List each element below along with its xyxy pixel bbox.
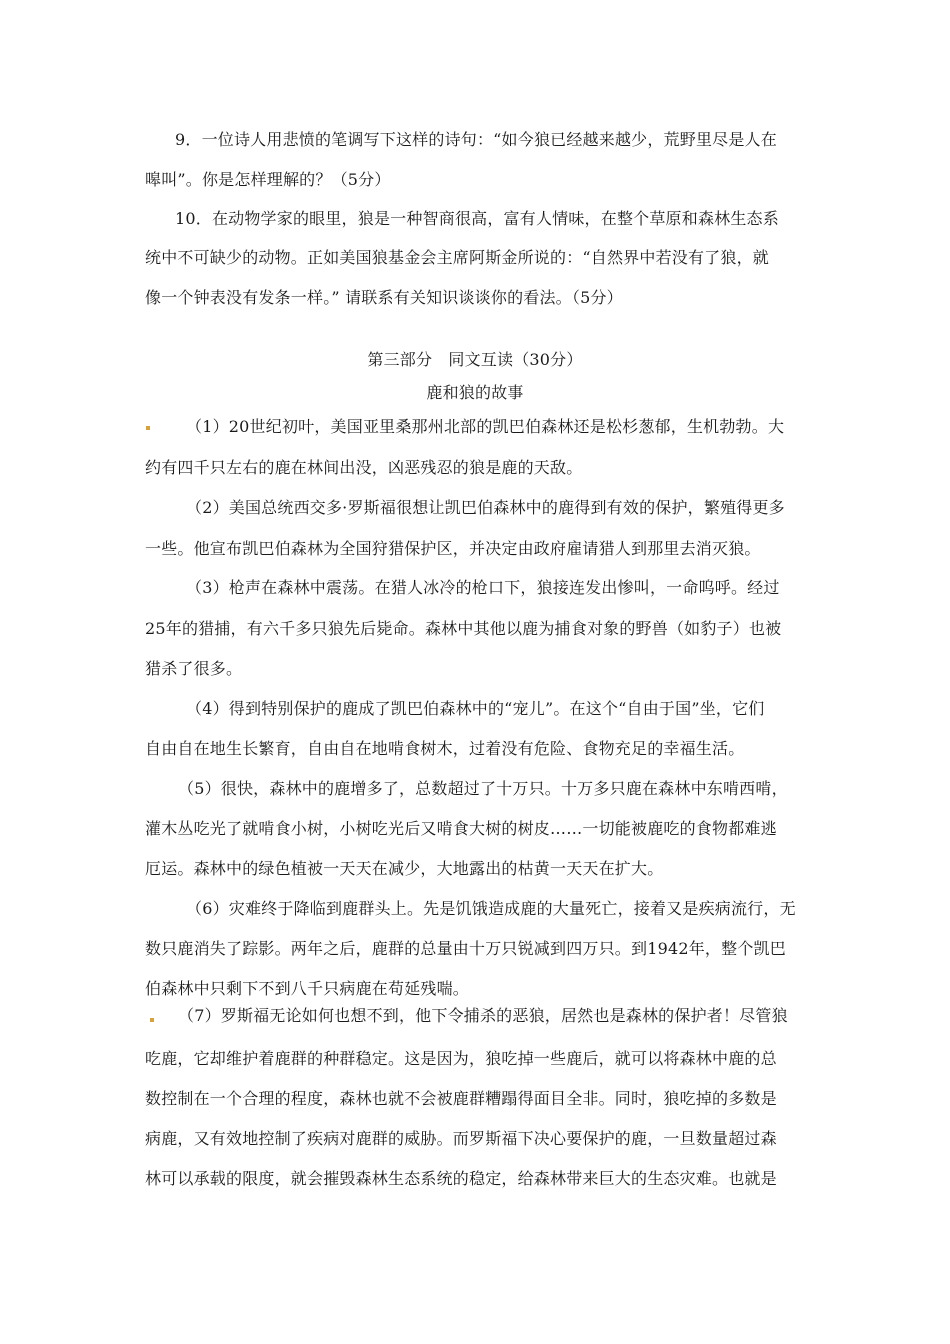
paragraph-1-line-1: （1）20世纪初叶，美国亚里桑那州北部的凯巴伯森林还是松杉葱郁，生机勃勃。大 (186, 417, 785, 436)
paragraph-4-line-1: （4）得到特别保护的鹿成了凯巴伯森林中的“宠儿”。在这个“自由于国”坐，它们 (186, 699, 765, 718)
paragraph-7-line-4: 病鹿，又有效地控制了疾病对鹿群的威胁。而罗斯福下决心要保护的鹿，一旦数量超过森 (145, 1129, 777, 1148)
paragraph-6-line-1: （6）灾难终于降临到鹿群头上。先是饥饿造成鹿的大量死亡，接着又是疾病流行，无 (186, 899, 796, 918)
section-heading: 第三部分 同文互读（30分） (367, 350, 583, 369)
paragraph-7-line-2: 吃鹿，它却维护着鹿群的种群稳定。这是因为，狼吃掉一些鹿后，就可以将森林中鹿的总 (145, 1049, 777, 1068)
question-9-line-1: 9．一位诗人用悲愤的笔调写下这样的诗句：“如今狼已经越来越少，荒野里尽是人在 (175, 130, 777, 149)
paragraph-7-line-3: 数控制在一个合理的程度，森林也就不会被鹿群糟蹋得面目全非。同时，狼吃掉的多数是 (145, 1089, 777, 1108)
paragraph-1-line-2: 约有四千只左右的鹿在林间出没，凶恶残忍的狼是鹿的天敌。 (145, 458, 583, 477)
paragraph-7-line-5: 林可以承载的限度，就会摧毁森林生态系统的稳定，给森林带来巨大的生态灾难。也就是 (145, 1169, 777, 1188)
paragraph-3-line-2: 25年的猎捕，有六千多只狼先后毙命。森林中其他以鹿为捕食对象的野兽（如豹子）也被 (145, 619, 782, 638)
paragraph-5-line-3: 厄运。森林中的绿色植被一天天在减少，大地露出的枯黄一天天在扩大。 (145, 859, 664, 878)
marker-dot (150, 1018, 154, 1022)
paragraph-5-line-2: 灌木丛吃光了就啃食小树，小树吃光后又啃食大树的树皮……一切能被鹿吃的食物都难逃 (145, 819, 777, 838)
paragraph-7-line-1: （7）罗斯福无论如何也想不到，他下令捕杀的恶狼，居然也是森林的保护者！尽管狼 (178, 1006, 788, 1025)
paragraph-6-line-3: 伯森林中只剩下不到八千只病鹿在苟延残喘。 (145, 979, 470, 998)
paragraph-3-line-3: 猎杀了很多。 (145, 659, 243, 678)
question-9-line-2: 嗥叫”。你是怎样理解的？（5分） (145, 170, 391, 189)
marker-dot (146, 426, 150, 430)
paragraph-3-line-1: （3）枪声在森林中震荡。在猎人冰冷的枪口下，狼接连发出惨叫，一命呜呼。经过 (186, 578, 780, 597)
paragraph-4-line-2: 自由自在地生长繁育，自由自在地啃食树木，过着没有危险、食物充足的幸福生活。 (145, 739, 745, 758)
paragraph-5-line-1: （5）很快，森林中的鹿增多了，总数超过了十万只。十万多只鹿在森林中东啃西啃， (178, 779, 788, 798)
article-title: 鹿和狼的故事 (426, 383, 524, 402)
paragraph-2-line-1: （2）美国总统西交多·罗斯福很想让凯巴伯森林中的鹿得到有效的保护，繁殖得更多 (186, 498, 785, 517)
question-10-line-1: 10．在动物学家的眼里，狼是一种智商很高，富有人情味，在整个草原和森林生态系 (175, 209, 779, 228)
question-10-line-2: 统中不可缺少的动物。正如美国狼基金会主席阿斯金所说的：“自然界中若没有了狼，就 (145, 248, 769, 267)
paragraph-2-line-2: 一些。他宣布凯巴伯森林为全国狩猎保护区，并决定由政府雇请猎人到那里去消灭狼。 (145, 539, 761, 558)
paragraph-6-line-2: 数只鹿消失了踪影。两年之后，鹿群的总量由十万只锐减到四万只。到1942年，整个凯巴 (145, 939, 786, 958)
question-10-line-3: 像一个钟表没有发条一样。” 请联系有关知识谈谈你的看法。（5分） (145, 288, 623, 307)
